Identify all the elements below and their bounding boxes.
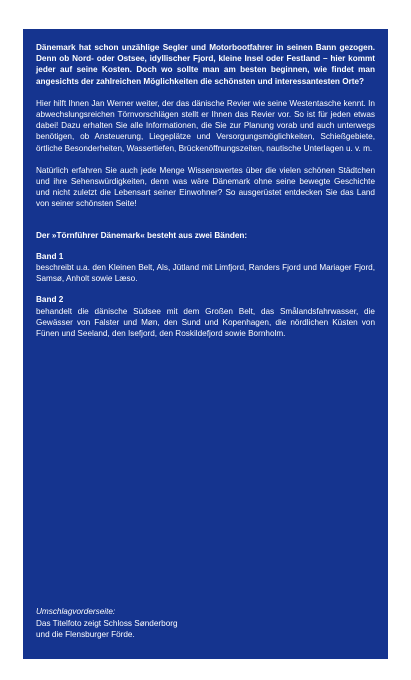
band-2-section	[36, 294, 375, 339]
body-paragraph-2: Natürlich erfahren Sie auch jede Menge Wissenswertes über die vielen schönen Städtchen und ihre Sehenswürdigkeiten, denn was wäre Dänemark ohne seine bewegte Geschichte und nicht zuletzt die Lebensart seiner Einwohner? So ausgerüstet entdecken Sie das Land von seiner schönsten Seite!	[36, 165, 375, 209]
cover-note	[36, 606, 366, 640]
blurb-panel	[23, 29, 388, 659]
band-2-title: Band 2	[36, 295, 64, 305]
band-1-text: beschreibt u.a. den Kleinen Belt, Als, Jütland mit Limfjord, Randers Fjord und Mariager Fjord, Samsø, Anholt sowie Læso.	[36, 263, 375, 284]
band-2-text: behandelt die dänische Südsee mit dem Großen Belt, das Smålandsfahrwasser, die Gewässer von Falster und Møn, den Sund und Kopenhagen, die nördlichen Küsten von Fünen und Seeland, den Isefjord, den Roskildefjord sowie Bornholm.	[36, 306, 375, 339]
volumes-heading: Der »Törnführer Dänemark« besteht aus zwei Bänden:	[36, 230, 248, 240]
cover-note-line-1: Das Titelfoto zeigt Schloss Sønderborg	[36, 618, 178, 628]
band-1-title: Band 1	[36, 251, 64, 261]
intro-paragraph: Dänemark hat schon unzählige Segler und Motorbootfahrer in seinen Bann gezogen. Denn ob Nord- oder Ostsee, idyllischer Fjord, kleine Insel oder Festland – hier kommt jeder auf seine Kosten. Doch wo sollte man am besten beginnen, wie findet man angesichts der zahlreichen Möglichkeiten die schönsten und interessantesten Orte?	[36, 43, 375, 86]
cover-note-line-2: und die Flensburger Förde.	[36, 629, 135, 639]
cover-note-label: Umschlagvorderseite:	[36, 607, 116, 617]
body-paragraph-1: Hier hilft Ihnen Jan Werner weiter, der das dänische Revier wie seine Westentasche kennt. In abwechslungsreichen Törnvorschlägen stellt er Ihnen das Revier vor. So ist für jeden etwas dabei! Dazu erhalten Sie alle Informationen, die Sie zur Planung vorab und auch unterwegs benötigen, ob Ansteuerung, Liegeplätze und Versorgungsmöglichkeiten, Schießgebiete, örtliche Besonderheiten, Wassertiefen, Brückenöffnungszeiten, nautische Unterlagen u. v. m.	[36, 98, 375, 153]
band-1-section	[36, 251, 375, 285]
